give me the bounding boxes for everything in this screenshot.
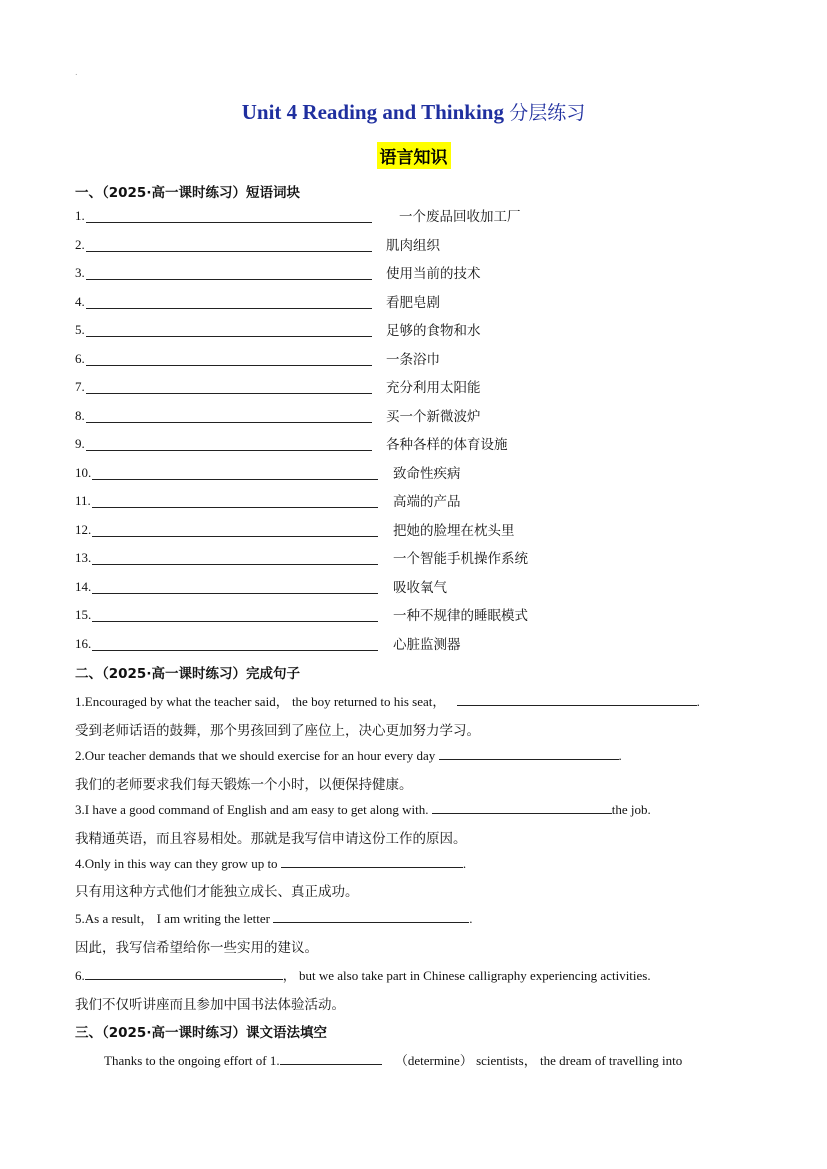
answer-blank[interactable] [92, 564, 378, 565]
phrase-item [75, 292, 575, 312]
phrase-item [75, 434, 575, 454]
phrase-translation: 一个智能手机操作系统 [393, 551, 528, 567]
item-number: 2. [75, 236, 85, 252]
sentence-5-translation: 因此，我写信希望给你一些实用的建议。 [75, 940, 318, 956]
item-number: 1. [75, 208, 85, 223]
section-subtitle: 语言知识 [377, 142, 451, 169]
phrase-item [75, 634, 575, 654]
phrase-translation: 买一个新微波炉 [386, 408, 481, 425]
page-title-cn: 分层练习 [509, 102, 586, 124]
answer-blank[interactable] [86, 365, 372, 366]
answer-blank[interactable] [281, 855, 463, 868]
phrase-item [75, 206, 575, 226]
answer-blank[interactable] [86, 450, 372, 451]
section3-heading: 三、（2025·高一课时练习）课文语法填空 [75, 1025, 327, 1041]
phrase-translation: 一个废品回收加工厂 [399, 209, 521, 225]
item-number: 10. [75, 464, 92, 480]
answer-blank[interactable] [92, 479, 378, 480]
phrase-translation: 吸收氧气 [393, 579, 447, 596]
item-number: 13. [75, 550, 92, 565]
phrase-translation: 致命性疾病 [393, 465, 461, 482]
sentence-3: 3.I have a good command of English and am easy to get along with. the job. [75, 802, 651, 817]
sentence-2-translation: 我们的老师要求我们每天锻炼一个小时，以便保持健康。 [75, 777, 413, 793]
phrase-item [75, 491, 575, 511]
corner-dot: . [75, 68, 78, 77]
phrase-translation: 足够的食物和水 [386, 323, 481, 339]
page-title-en: Unit 4 Reading and Thinking [241, 100, 510, 124]
answer-blank[interactable] [92, 621, 378, 622]
phrase-item [75, 320, 575, 340]
phrase-item [75, 263, 575, 283]
answer-blank[interactable] [86, 279, 372, 280]
answer-blank[interactable] [432, 801, 612, 814]
phrase-translation: 心脏监测器 [393, 636, 461, 653]
phrase-translation: 各种各样的体育设施 [386, 437, 508, 453]
sentence-2: 2.Our teacher demands that we should exercise for an hour every day . [75, 748, 622, 763]
item-number: 11. [75, 493, 91, 508]
sentence-1-translation: 受到老师话语的鼓舞，那个男孩回到了座位上，决心更加努力学习。 [75, 723, 480, 739]
phrase-item [75, 463, 575, 483]
phrase-item [75, 406, 575, 426]
answer-blank[interactable] [92, 536, 378, 537]
answer-blank[interactable] [86, 251, 372, 252]
phrase-item [75, 377, 575, 397]
answer-blank[interactable] [457, 693, 697, 706]
sentence-5: 5.As a result， I am writing the letter . [75, 911, 473, 926]
item-number: 16. [75, 635, 92, 651]
phrase-item [75, 605, 575, 625]
phrase-translation: 肌肉组织 [386, 237, 440, 254]
sentence-1: 1.Encouraged by what the teacher said， the boy returned to his seat， . [75, 694, 700, 709]
item-number: 7. [75, 379, 85, 394]
page-title [0, 98, 827, 125]
phrase-translation: 一种不规律的睡眠模式 [393, 608, 528, 624]
phrase-item [75, 235, 575, 255]
phrase-translation: 看肥皂剧 [386, 294, 440, 311]
answer-blank[interactable] [86, 393, 372, 394]
answer-blank[interactable] [92, 593, 378, 594]
item-number: 5. [75, 322, 85, 337]
item-number: 14. [75, 578, 92, 594]
sentence-6: 6. ， but we also take part in Chinese calligraphy experiencing activities. [75, 968, 651, 983]
item-number: 4. [75, 293, 85, 309]
item-number: 3. [75, 265, 85, 280]
phrase-translation: 把她的脸埋在枕头里 [393, 522, 515, 539]
item-number: 12. [75, 521, 92, 537]
answer-blank[interactable] [86, 308, 372, 309]
item-number: 6. [75, 350, 85, 366]
phrase-item [75, 349, 575, 369]
answer-blank[interactable] [92, 507, 378, 508]
answer-blank[interactable] [439, 747, 619, 760]
grammar-fill-paragraph: Thanks to the ongoing effort of 1. （determine） scientists， the dream of travelling into [104, 1053, 683, 1068]
section2-heading: 二、（2025·高一课时练习）完成句子 [75, 666, 300, 682]
answer-blank[interactable] [273, 910, 469, 923]
answer-blank[interactable] [86, 222, 372, 223]
answer-blank[interactable] [280, 1052, 382, 1065]
item-number: 15. [75, 607, 92, 622]
phrase-item [75, 548, 575, 568]
phrase-translation: 高端的产品 [393, 494, 461, 510]
phrase-item [75, 520, 575, 540]
phrase-translation: 充分利用太阳能 [386, 380, 481, 396]
answer-blank[interactable] [86, 336, 372, 337]
section1-heading: 一、（2025·高一课时练习）短语词块 [75, 185, 300, 201]
item-number: 8. [75, 407, 85, 423]
sentence-6-translation: 我们不仅听讲座而且参加中国书法体验活动。 [75, 997, 345, 1013]
phrase-translation: 一条浴巾 [386, 351, 440, 368]
item-number: 9. [75, 436, 85, 451]
answer-blank[interactable] [92, 650, 378, 651]
sentence-4: 4.Only in this way can they grow up to . [75, 856, 467, 871]
answer-blank[interactable] [85, 967, 283, 980]
sentence-3-translation: 我精通英语，而且容易相处。那就是我写信申请这份工作的原因。 [75, 831, 467, 847]
sentence-4-translation: 只有用这种方式他们才能独立成长、真正成功。 [75, 884, 359, 900]
answer-blank[interactable] [86, 422, 372, 423]
phrase-translation: 使用当前的技术 [386, 266, 481, 282]
phrase-item [75, 577, 575, 597]
